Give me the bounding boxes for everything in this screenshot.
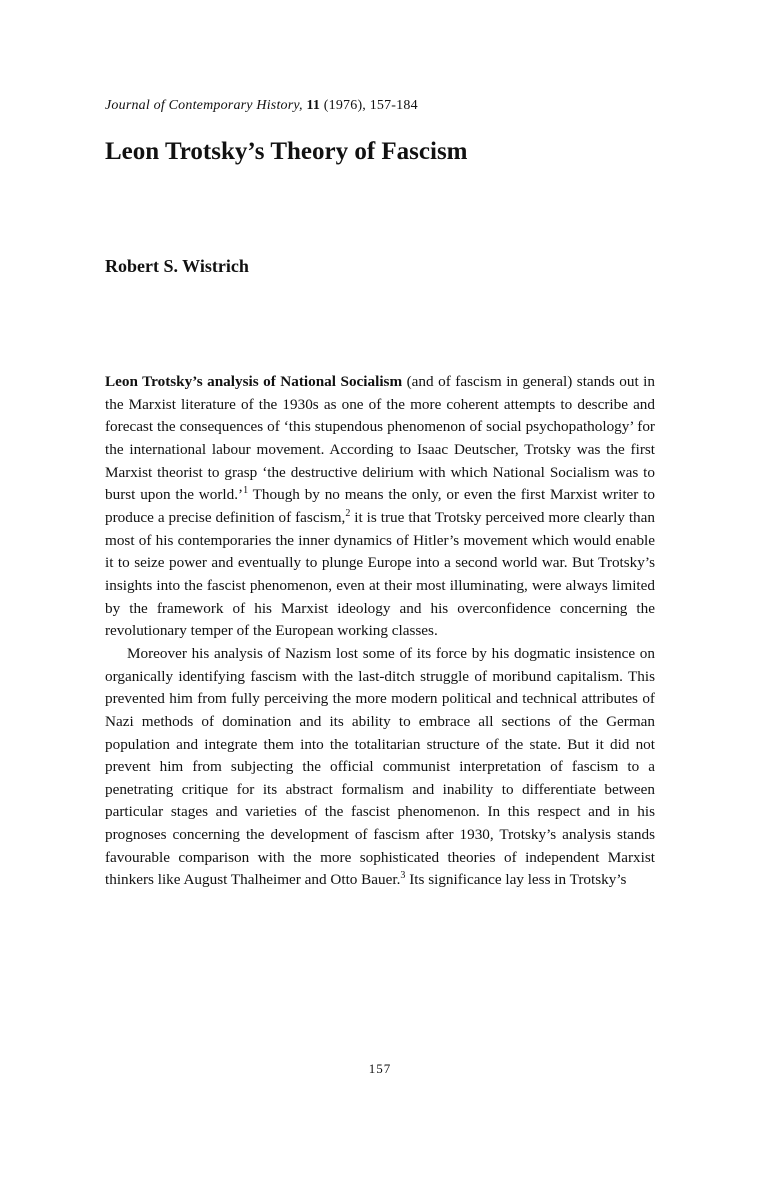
footnote-ref-1[interactable]: 1: [243, 485, 249, 497]
journal-name: Journal of Contemporary History,: [105, 98, 303, 113]
paragraph-1: [105, 371, 655, 643]
footnote-ref-3[interactable]: 3: [400, 870, 406, 882]
paragraph-2-text-b: Its significance lay less in Trotsky’s: [405, 871, 627, 889]
paragraph-lead-in: Leon Trotsky’s analysis of National Socialism: [105, 373, 403, 390]
paragraph-1-text-c: it is true that Trotsky perceived more clearly than most of his contemporaries the inner dynamics of Hitler’s movement which would enable it to seize power and eventually to plunge Europe into a second world war. But Trotsky’s insights into the fascist phenomenon, even at their most illuminating, were always limited by the framework of his Marxist ideology and his overconfidence concerning the revolutionary temper of the European working classes.: [105, 508, 655, 640]
journal-volume: 11: [306, 98, 321, 113]
paragraph-1-text-b: Though by no means the only, or even the first Marxist writer to produce a precise definition of fascism,: [105, 486, 655, 526]
article-title: Leon Trotsky’s Theory of Fascism: [105, 138, 468, 165]
page-number: 157: [368, 1061, 392, 1076]
paragraph-2-text-a: Moreover his analysis of Nazism lost some of its force by his dogmatic insistence on organically identifying fascism with the last-ditch struggle of moribund capitalism. This prevented him from fully perceiving the more modern political and technical attributes of Nazi methods of domination and its ability to embrace all sections of the German population and integrate them into the totalitarian structure of the state. But it did not prevent him from subjecting the official communist interpretation of fascism to a penetrating critique for its abstract formalism and inability to differentiate between particular stages and varieties of the fascist phenomenon. In this respect and in his prognoses concerning the development of fascism after 1930, Trotsky’s analysis stands favourable comparison with the more sophisticated theories of independent Marxist thinkers like August Thalheimer and Otto Bauer.: [105, 644, 655, 889]
paragraph-2: [105, 643, 655, 892]
footnote-ref-2[interactable]: 2: [345, 507, 351, 519]
paragraph-1-text-a: (and of fascism in general) stands out in the Marxist literature of the 1930s as one of the more coherent attempts to describe and forecast the consequences of ‘this stupendous phenomenon of social psychopathology’ for the international labour movement. According to Isaac Deutscher, Trotsky was the first Marxist theorist to grasp ‘the destructive delirium with which National Socialism was to burst upon the world.’: [105, 373, 655, 504]
journal-year-pages: (1976), 157-184: [323, 98, 418, 113]
article-body: [105, 371, 655, 892]
journal-citation: [105, 98, 418, 114]
article-author: Robert S. Wistrich: [105, 256, 249, 276]
